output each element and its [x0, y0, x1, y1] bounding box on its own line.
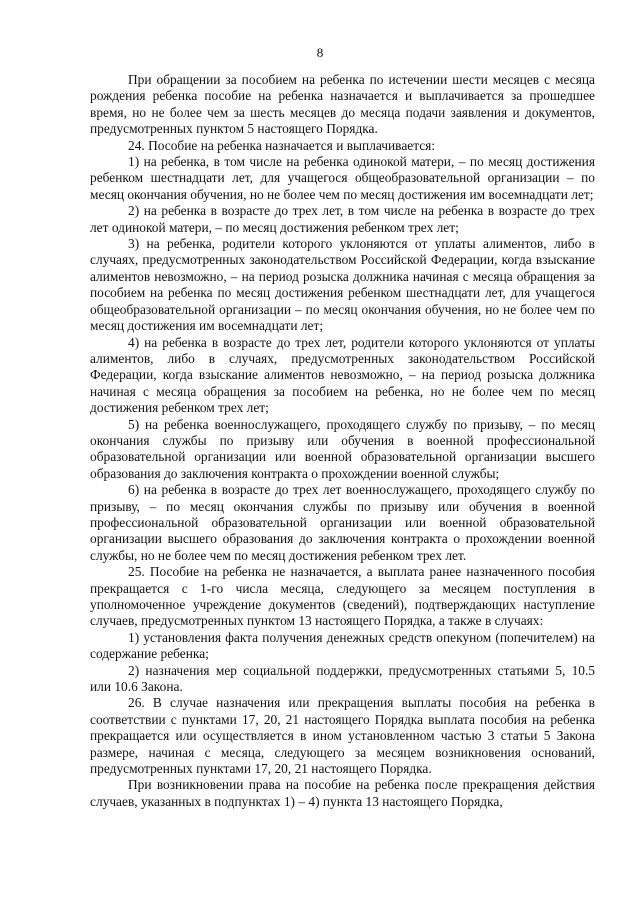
page-number: 8 [316, 45, 324, 60]
paragraph-13: При возникновении права на пособие на ребенка после прекращения действия случаев, указанных в подпунктах 1) – 4) пункта 13 настоящего Порядка, [90, 777, 595, 809]
paragraph-12: 26. В случае назначения или прекращения выплаты пособия на ребенка в соответствии с пунктами 17, 20, 21 настоящего Порядка выплата пособия на ребенка прекращается или осуществляется в ином установленном частью 3 статьи 5 Закона размере, начиная с месяца, следующего за месяцем возникновения оснований, предусмотренных пунктами 17, 20, 21 настоящего Порядка. [90, 695, 595, 777]
paragraph-3: 1) на ребенка, в том числе на ребенка одинокой матери, – по месяц достижения ребенком шестнадцати лет, для учащегося общеобразовательной организации – по месяц окончания обучения, но не более чем по месяц достижения им восемнадцати лет; [90, 154, 595, 202]
paragraph-9: 25. Пособие на ребенка не назначается, а выплата ранее назначенного пособия прекращается с 1-го числа месяца, следующего за месяцем поступления в уполномоченное учреждение документов (сведений), подтверждающих наступление случаев, предусмотренных пунктом 13 настоящего Порядка, а также в случаях: [90, 564, 595, 629]
paragraph-10: 1) установления факта получения денежных средств опекуном (попечителем) на содержание ребенка; [90, 629, 595, 662]
paragraph-6: 4) на ребенка в возрасте до трех лет, родители которого уклоняются от уплаты алиментов, либо в случаях, предусмотренных законодательством Российской Федерации, когда взыскание алиментов невозможно, – на период розыска должника начиная с месяца обращения за пособием на ребенка, но не более чем по месяц достижения ребенком трех лет; [90, 334, 595, 416]
paragraph-11: 2) назначения мер социальной поддержки, предусмотренных статьями 5, 10.5 или 10.6 Закона. [90, 662, 595, 695]
paragraph-8: 6) на ребенка в возрасте до трех лет военнослужащего, проходящего службу по призыву, – по месяц окончания службы по призыву или обучения в военной профессиональной образовательной организации или военной образовательной организации высшего образования до заключения контракта о прохождении военной службы, но не более чем по месяц достижения ребенком трех лет. [90, 482, 595, 563]
paragraph-4: 2) на ребенка в возрасте до трех лет, в том числе на ребенка в возрасте до трех лет одинокой матери, – по месяц достижения ребенком трех лет; [90, 203, 595, 235]
paragraph-1: При обращении за пособием на ребенка по истечении шести месяцев с месяца рождения ребенка пособие на ребенка назначается и выплачивается за прошедшее время, но не более чем за шесть месяцев до месяца подачи заявления и документов, предусмотренных пунктом 5 настоящего Порядка. [90, 72, 595, 137]
paragraph-7: 5) на ребенка военнослужащего, проходящего службу по призыву, – по месяц окончания службы по призыву или обучения в военной профессиональной образовательной организации или военной образовательной организации высшего образования до заключения контракта о прохождении военной службы; [90, 416, 595, 481]
paragraph-5: 3) на ребенка, родители которого уклоняются от уплаты алиментов, либо в случаях, предусмотренных законодательством Российской Федерации, когда взыскание алиментов невозможно, – на период розыска должника начиная с месяца обращения за пособием на ребенка по месяц достижения ребенком шестнадцати лет, для учащегося общеобразовательной организации – по месяц окончания обучения, но не более чем по месяц достижения им восемнадцати лет; [90, 236, 595, 334]
document-body [90, 72, 595, 810]
paragraph-2: 24. Пособие на ребенка назначается и выплачивается: [128, 137, 436, 153]
